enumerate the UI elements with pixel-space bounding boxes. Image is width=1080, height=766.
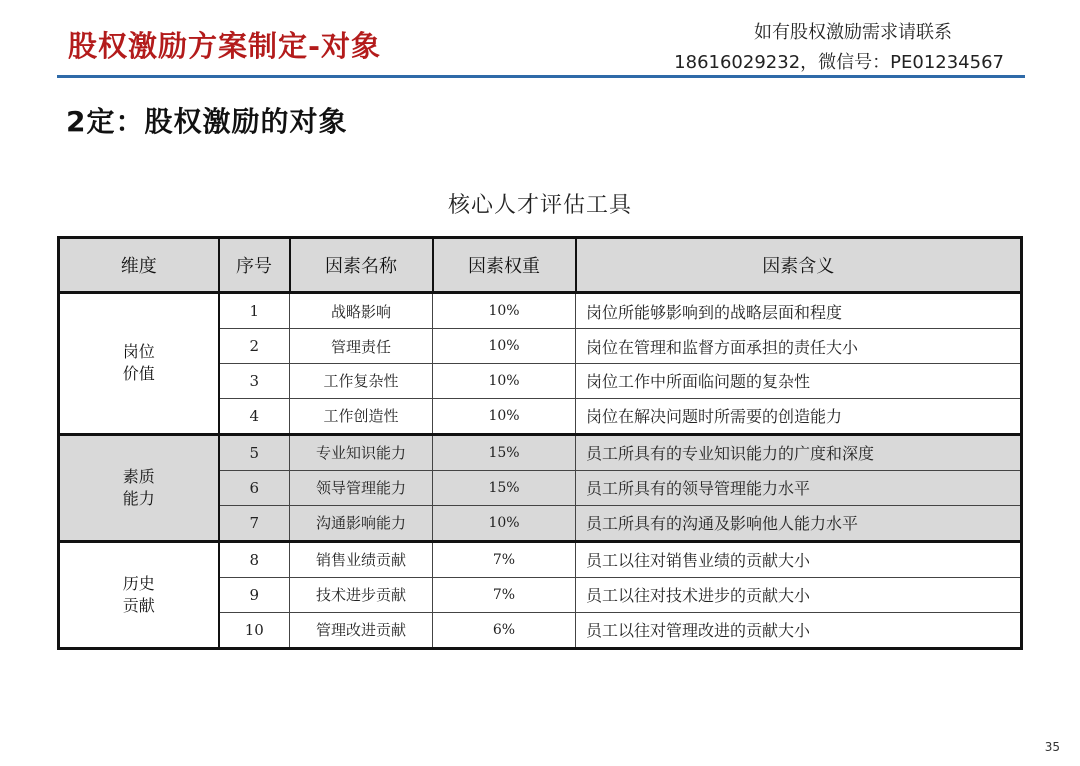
factor-weight: 15% [433, 470, 576, 505]
factor-name: 工作复杂性 [290, 363, 433, 398]
factor-name: 沟通影响能力 [290, 505, 433, 541]
table-row [59, 541, 1022, 577]
factor-weight: 6% [433, 612, 576, 648]
column-header-factor-meaning: 因素含义 [576, 238, 1022, 293]
row-number: 10 [219, 612, 290, 648]
factor-weight: 10% [433, 505, 576, 541]
factor-meaning: 员工以往对管理改进的贡献大小 [576, 612, 1022, 648]
dimension-label-line1: 历史 [122, 573, 155, 593]
contact-text: 如有股权激励需求请联系 [754, 22, 952, 43]
dimension-label-line2: 贡献 [122, 595, 155, 615]
dimension-cell-competency [59, 434, 219, 541]
factor-weight: 10% [433, 293, 576, 329]
column-header-factor-name: 因素名称 [290, 238, 433, 293]
column-header-dimension: 维度 [59, 238, 219, 293]
row-number: 8 [219, 541, 290, 577]
row-number: 1 [219, 293, 290, 329]
factor-name: 管理改进贡献 [290, 612, 433, 648]
factor-weight: 7% [433, 541, 576, 577]
factor-weight: 10% [433, 398, 576, 434]
factor-name: 技术进步贡献 [290, 578, 433, 613]
factor-name: 领导管理能力 [290, 470, 433, 505]
table-caption: 核心人才评估工具 [447, 193, 632, 218]
row-number: 6 [219, 470, 290, 505]
factor-meaning: 员工所具有的专业知识能力的广度和深度 [576, 434, 1022, 470]
factor-weight: 15% [433, 434, 576, 470]
factor-name: 战略影响 [290, 293, 433, 329]
factor-weight: 7% [433, 578, 576, 613]
factor-meaning: 员工以往对销售业绩的贡献大小 [576, 541, 1022, 577]
row-number: 4 [219, 398, 290, 434]
factor-meaning: 员工所具有的领导管理能力水平 [576, 470, 1022, 505]
table-row [59, 434, 1022, 470]
dimension-label-line2: 能力 [122, 488, 155, 508]
factor-weight: 10% [433, 329, 576, 364]
dimension-label-line1: 岗位 [122, 342, 155, 362]
section-heading: 2定：股权激励的对象 [66, 105, 348, 138]
dimension-label-line1: 素质 [122, 466, 155, 486]
row-number: 9 [219, 578, 290, 613]
factor-meaning: 员工所具有的沟通及影响他人能力水平 [576, 505, 1022, 541]
factor-name: 销售业绩贡献 [290, 541, 433, 577]
factor-name: 管理责任 [290, 329, 433, 364]
talent-assessment-table [57, 236, 1023, 650]
factor-name: 工作创造性 [290, 398, 433, 434]
table-header-row [59, 238, 1022, 293]
dimension-label-line2: 价值 [122, 364, 155, 384]
column-header-factor-weight: 因素权重 [433, 238, 576, 293]
contact-phone-wechat: 18616029232，微信号：PE01234567 [674, 52, 1004, 73]
factor-meaning: 岗位在管理和监督方面承担的责任大小 [576, 329, 1022, 364]
page-number: 35 [1044, 740, 1060, 754]
column-header-number: 序号 [219, 238, 290, 293]
header-divider [57, 75, 1025, 78]
row-number: 2 [219, 329, 290, 364]
slide-title: 股权激励方案制定-对象 [68, 29, 382, 63]
row-number: 7 [219, 505, 290, 541]
row-number: 3 [219, 363, 290, 398]
factor-meaning: 员工以往对技术进步的贡献大小 [576, 578, 1022, 613]
dimension-cell-historical-contribution [59, 541, 219, 648]
factor-name: 专业知识能力 [290, 434, 433, 470]
dimension-cell-position-value [59, 293, 219, 435]
factor-meaning: 岗位工作中所面临问题的复杂性 [576, 363, 1022, 398]
row-number: 5 [219, 434, 290, 470]
factor-meaning: 岗位在解决问题时所需要的创造能力 [576, 398, 1022, 434]
factor-meaning: 岗位所能够影响到的战略层面和程度 [576, 293, 1022, 329]
factor-weight: 10% [433, 363, 576, 398]
table-row [59, 293, 1022, 329]
